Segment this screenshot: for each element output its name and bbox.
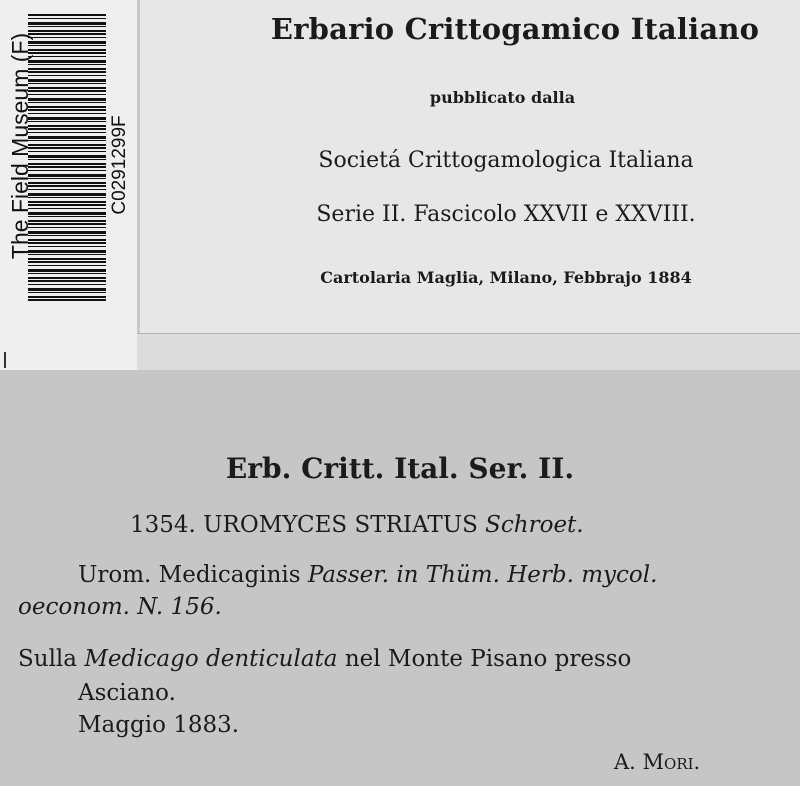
series-published-by: pubblicato dalla bbox=[429, 88, 576, 107]
synonym-citation-cont: oeconom. N. 156. bbox=[18, 594, 222, 620]
specimen-header: Erb. Critt. Ital. Ser. II. bbox=[225, 452, 575, 485]
collector-name: A. Mori. bbox=[614, 750, 701, 774]
synonym-name: Urom. Medicaginis bbox=[78, 562, 301, 588]
barcode-image bbox=[28, 14, 106, 302]
series-title: Erbario Crittogamico Italiano bbox=[270, 12, 760, 46]
synonym-line bbox=[78, 562, 657, 588]
series-label-edge bbox=[137, 333, 800, 371]
specimen-label bbox=[0, 370, 800, 786]
collection-date: Maggio 1883. bbox=[78, 712, 240, 738]
host-locality-cont: Asciano. bbox=[78, 680, 176, 706]
series-society: Societá Crittogamologica Italiana bbox=[318, 148, 694, 173]
host-locality: nel Monte Pisano presso bbox=[344, 646, 632, 672]
series-printer: Cartolaria Maglia, Milano, Febbrajo 1884 bbox=[320, 268, 692, 287]
host-prefix: Sulla bbox=[18, 646, 77, 672]
host-species: Medicago denticulata bbox=[84, 646, 338, 672]
corner-mark bbox=[0, 352, 6, 368]
series-label bbox=[140, 0, 800, 333]
barcode-catalog-id: C0291299F bbox=[109, 115, 130, 215]
specimen-name: 1354. UROMYCES STRIATUS bbox=[130, 512, 478, 538]
synonym-citation: Passer. in Thüm. Herb. mycol. bbox=[307, 562, 658, 588]
specimen-authority: Schroet. bbox=[485, 512, 584, 538]
host-line bbox=[18, 646, 631, 672]
barcode-label bbox=[0, 0, 137, 370]
series-fascicle: Serie II. Fascicolo XXVII e XXVIII. bbox=[316, 202, 696, 227]
specimen-number-name bbox=[130, 512, 584, 538]
barcode-institution-text: The Field Museum (F) bbox=[7, 32, 33, 260]
